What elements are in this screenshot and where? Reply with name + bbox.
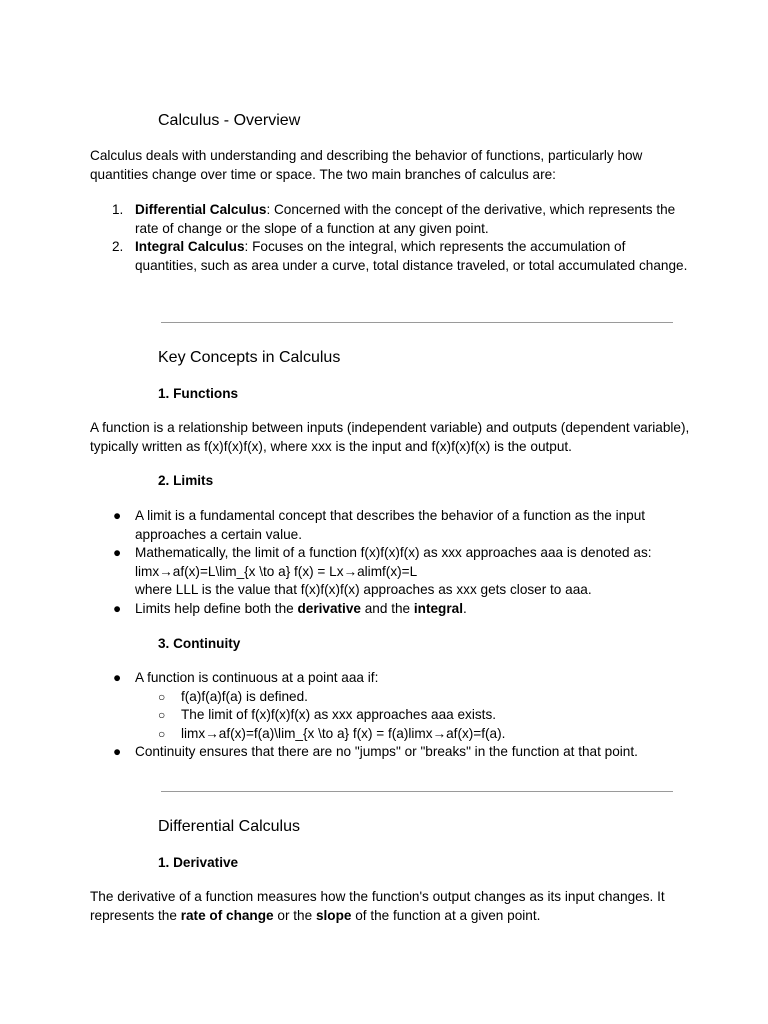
differential-title: Differential Calculus: [158, 818, 300, 835]
functions-heading: 1. Functions: [158, 386, 239, 401]
term-integral: integral: [413, 600, 463, 616]
item-text: Continuity ensures that there are no "jumps" or "breaks" in the function at that point.: [135, 744, 638, 759]
continuity-heading: 3. Continuity: [158, 636, 241, 651]
item-text: limx→af(x)=f(a)\lim_{x \to a} f(x) = f(a)limx→af(x)=f(a).: [181, 725, 506, 741]
overview-title: Calculus - Overview: [158, 112, 301, 129]
item-text: where LLL is the value that f(x)f(x)f(x) approaches as xxx gets closer to aaa.: [135, 582, 592, 597]
item-text: The derivative of a function measures how the function's output changes as its input changes. It represents the: [90, 889, 665, 923]
circle-bullet-icon: ○: [158, 726, 166, 741]
item-text: .: [463, 600, 467, 616]
continuity-sublist: [135, 688, 690, 744]
item-text: : Concerned with the concept of the derivative, which represents the rate of change or the slope of a function at any given point.: [135, 202, 676, 236]
item-text: A function is continuous at a point aaa if:: [135, 670, 379, 685]
item-text: or the: [273, 907, 316, 923]
item-text: : Focuses on the integral, which represents the accumulation of quantities, such as area under a curve, total distance traveled, or total accumulated change.: [135, 239, 688, 273]
limits-heading: 2. Limits: [158, 473, 214, 488]
derivative-text: [90, 888, 690, 925]
list-item: [90, 669, 690, 743]
derivative-heading: 1. Derivative: [158, 855, 239, 870]
list-item: [135, 725, 690, 744]
term-differential-calculus: Differential Calculus: [135, 202, 267, 217]
item-text: and the: [360, 600, 414, 616]
branches-list: [90, 201, 690, 275]
item-text: Mathematically, the limit of a function f(x)f(x)f(x) as xxx approaches aaa is denoted as:: [135, 545, 652, 560]
item-text: Limits help define both the: [135, 600, 298, 616]
bullet-icon: ●: [113, 670, 122, 685]
bullet-icon: ●: [113, 508, 122, 523]
bullet-icon: ●: [113, 600, 122, 616]
functions-text: A function is a relationship between inputs (independent variable) and outputs (dependent variable), typically written as f(x)f(x)f(x), where xxx is the input and f(x)f(x)f(x) is the output.: [90, 420, 690, 454]
item-text: A limit is a fundamental concept that describes the behavior of a function as the input approaches a certain value.: [135, 508, 646, 542]
limits-list: [90, 507, 690, 618]
overview-intro: Calculus deals with understanding and describing the behavior of functions, particularly how quantities change over time or space. The two main branches of calculus are:: [90, 148, 643, 182]
bullet-icon: ●: [113, 545, 122, 560]
list-item: [135, 706, 690, 725]
list-marker: 1.: [112, 202, 124, 217]
list-item: [90, 507, 690, 544]
key-concepts-title: Key Concepts in Calculus: [158, 349, 341, 366]
divider: [161, 791, 673, 792]
bullet-icon: ●: [113, 744, 122, 759]
list-item: [90, 238, 690, 275]
limit-formula: limx→af(x)=L\lim_{x \to a} f(x) = Lx→alimf(x)=L: [135, 563, 418, 579]
circle-bullet-icon: ○: [158, 708, 166, 722]
term-integral-calculus: Integral Calculus: [135, 239, 245, 254]
item-text: of the function at a given point.: [351, 907, 541, 923]
list-item: [90, 544, 690, 600]
list-item: [90, 600, 690, 619]
continuity-list: [90, 669, 690, 762]
list-marker: 2.: [112, 239, 124, 254]
list-item: [135, 688, 690, 707]
term-rate-of-change: rate of change: [180, 907, 274, 923]
term-slope: slope: [315, 907, 352, 923]
circle-bullet-icon: ○: [158, 689, 166, 704]
list-item: [90, 743, 690, 762]
item-text: f(a)f(a)f(a) is defined.: [181, 688, 308, 704]
term-derivative: derivative: [297, 600, 361, 616]
list-item: [90, 201, 690, 238]
divider: [161, 322, 673, 323]
item-text: The limit of f(x)f(x)f(x) as xxx approaches aaa exists.: [181, 707, 497, 722]
